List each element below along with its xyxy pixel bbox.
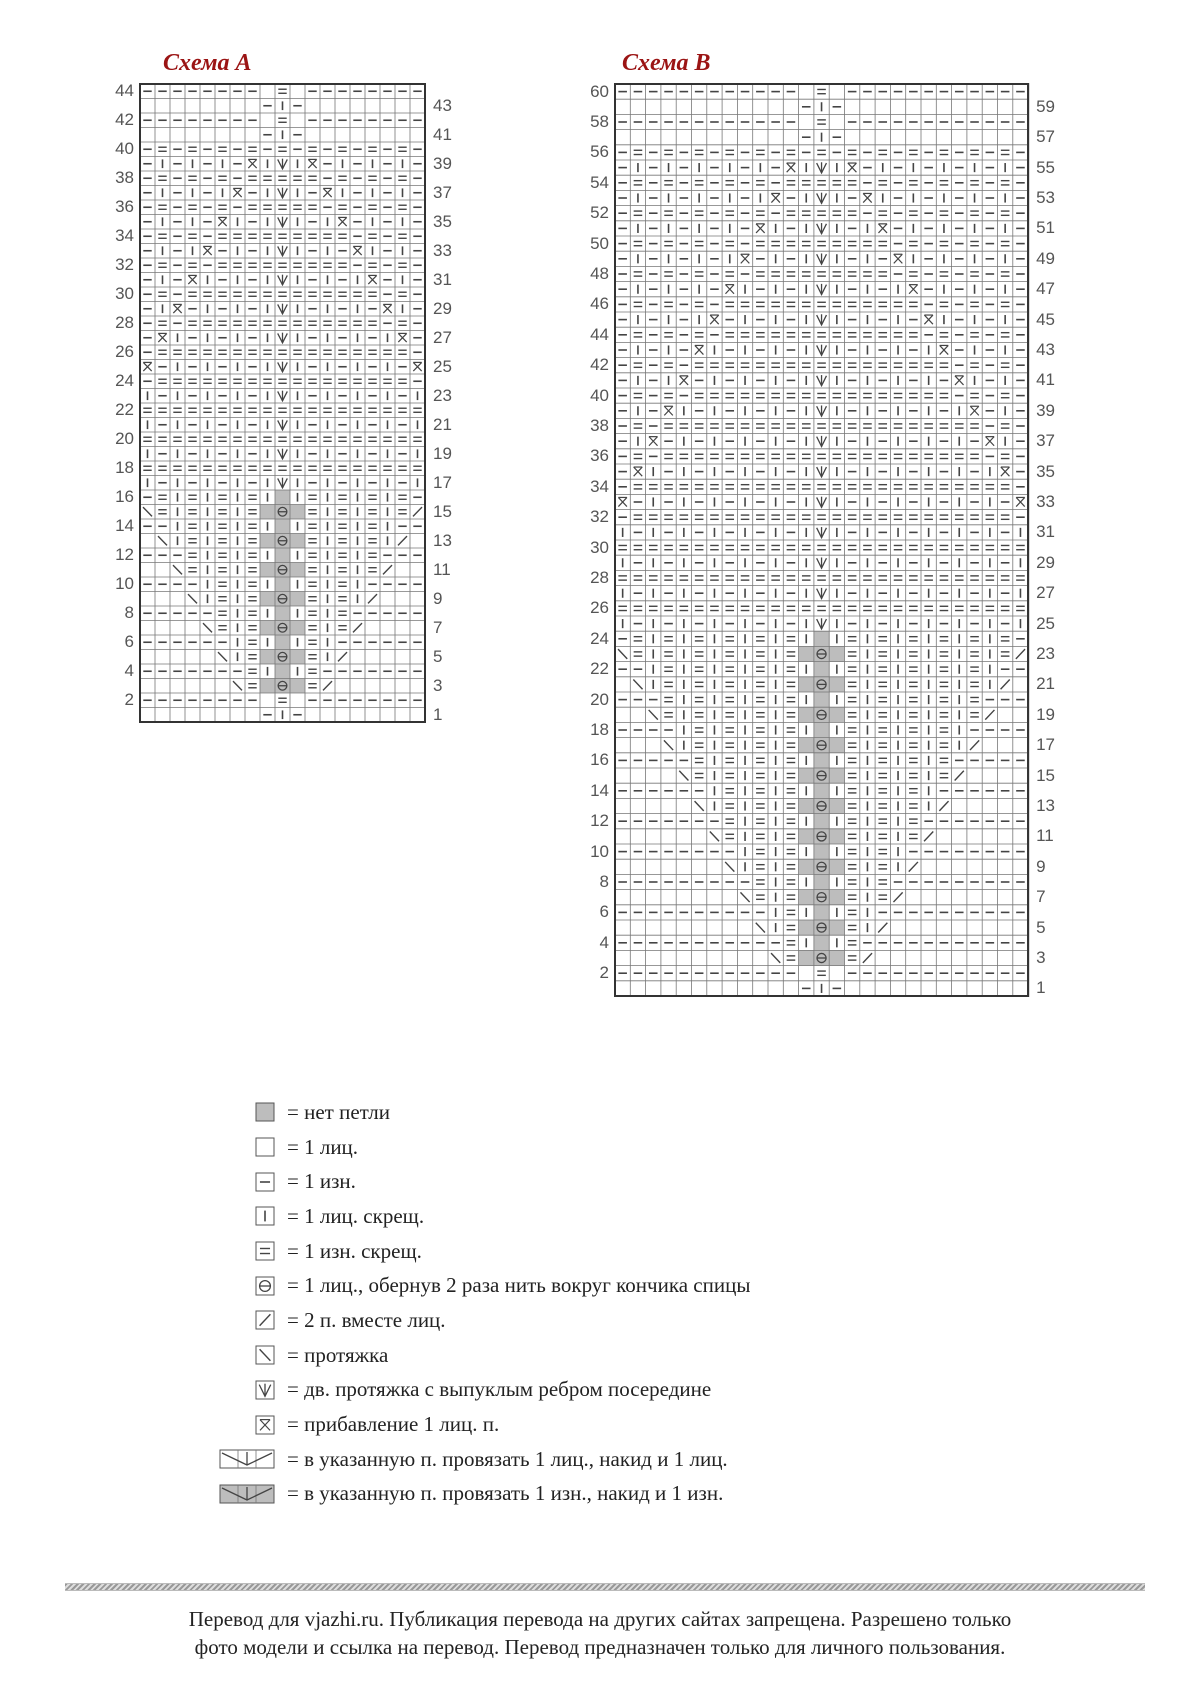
scheme-b-row-number-right: 57	[1036, 127, 1056, 147]
scheme-a-row-number-right: 15	[433, 501, 452, 521]
scheme-a-row-number-left: 14	[115, 516, 134, 536]
scheme-b-row-number-right: 13	[1036, 796, 1056, 815]
scheme-a-row-number-left: 20	[115, 429, 134, 449]
legend-text: = прибавление 1 лиц. п.	[287, 1412, 500, 1437]
scheme-b-row-number-right: 49	[1036, 248, 1056, 268]
knit-tbl-icon	[255, 1206, 275, 1226]
scheme-b-title: Схема В	[622, 50, 711, 76]
scheme-b-row-number-left: 52	[590, 203, 609, 223]
scheme-a-row-number-right: 5	[433, 646, 443, 666]
scheme-b-row-number-left: 60	[590, 81, 609, 101]
scheme-b-row-number-right: 23	[1036, 644, 1056, 663]
scheme-b-row-number-right: 55	[1036, 157, 1056, 177]
scheme-a-chart	[100, 81, 480, 804]
legend-text: = дв. протяжка с выпуклым ребром посередине	[287, 1377, 712, 1402]
legend	[195, 1095, 915, 1511]
scheme-b-row-number-right: 35	[1036, 461, 1056, 481]
scheme-b-row-number-right: 37	[1036, 431, 1056, 451]
scheme-a-row-number-left: 16	[115, 487, 134, 507]
scheme-b-row-number-right: 21	[1036, 674, 1056, 694]
scheme-a-row-number-left: 10	[115, 574, 134, 594]
footer	[60, 1605, 1140, 1661]
scheme-a-row-number-right: 33	[433, 240, 452, 260]
scheme-a-row-number-right: 31	[433, 269, 452, 289]
footer-line-1: Перевод для vjazhi.ru. Публикация перевода на других сайтах запрещена. Разрешено только	[188, 1607, 1012, 1631]
scheme-b-row-number-left: 14	[590, 780, 609, 800]
scheme-b-row-number-left: 48	[590, 264, 609, 283]
scheme-b-row-number-left: 40	[590, 385, 609, 405]
legend-item	[195, 1303, 915, 1338]
scheme-b-row-number-right: 39	[1036, 400, 1056, 420]
scheme-b-row-number-left: 56	[590, 142, 609, 162]
scheme-a-row-number-left: 36	[115, 197, 134, 217]
scheme-b-row-number-right: 59	[1036, 96, 1056, 116]
scheme-b-row-number-left: 8	[599, 872, 609, 891]
scheme-a-row-number-right: 17	[433, 472, 452, 492]
scheme-b-row-number-right: 41	[1036, 370, 1056, 390]
scheme-b-row-number-left: 6	[599, 902, 609, 922]
double-decrease-icon	[255, 1380, 275, 1400]
purl-icon	[255, 1172, 275, 1192]
scheme-b-row-number-right: 31	[1036, 522, 1056, 542]
purl-tbl-icon	[255, 1241, 275, 1261]
scheme-a-row-number-left: 30	[115, 284, 134, 304]
scheme-a-row-number-right: 3	[433, 675, 443, 695]
legend-item	[195, 1268, 915, 1303]
legend-text: = нет петли	[287, 1099, 391, 1124]
scheme-b-row-number-left: 10	[590, 841, 609, 861]
legend-text: = 1 изн. скрещ.	[287, 1238, 422, 1263]
no-stitch-icon	[255, 1102, 275, 1122]
scheme-b-row-number-right: 47	[1036, 279, 1056, 299]
scheme-b-row-number-right: 11	[1036, 826, 1054, 846]
scheme-b-row-number-left: 4	[599, 932, 609, 952]
legend-item	[195, 1095, 915, 1130]
scheme-b-chart	[575, 81, 1085, 1054]
scheme-b-row-number-left: 12	[590, 811, 609, 831]
scheme-a-row-number-left: 2	[124, 690, 134, 710]
scheme-b-row-number-left: 2	[599, 963, 609, 983]
scheme-a-row-number-left: 42	[115, 110, 134, 130]
knit-icon	[255, 1137, 275, 1157]
legend-text: = в указанную п. провязать 1 изн., накид и 1 изн.	[287, 1481, 724, 1506]
scheme-b-row-number-right: 1	[1036, 978, 1046, 998]
scheme-a-row-number-right: 41	[433, 124, 452, 144]
scheme-a-row-number-right: 27	[433, 327, 452, 347]
scheme-a-row-number-left: 12	[115, 545, 134, 565]
legend-item	[195, 1477, 915, 1512]
scheme-a-row-number-left: 32	[115, 255, 134, 275]
increase-icon	[255, 1415, 275, 1435]
scheme-b-row-number-right: 9	[1036, 856, 1046, 876]
legend-text: = 1 изн.	[287, 1169, 356, 1194]
wrap-twice-icon	[255, 1276, 275, 1296]
scheme-a-grid	[100, 81, 435, 726]
legend-text: = 2 п. вместе лиц.	[287, 1307, 446, 1332]
scheme-b-row-number-left: 28	[590, 568, 609, 587]
legend-item	[195, 1130, 915, 1165]
divider	[65, 1583, 1145, 1591]
scheme-a-row-number-right: 1	[433, 704, 443, 724]
scheme-a-row-number-right: 25	[433, 356, 452, 376]
scheme-b-row-number-left: 22	[590, 659, 609, 679]
scheme-b-row-number-right: 17	[1036, 735, 1056, 755]
scheme-b-row-number-left: 32	[590, 507, 609, 527]
legend-text: = в указанную п. провязать 1 лиц., накид и 1 лиц.	[287, 1446, 728, 1471]
scheme-a-row-number-right: 13	[433, 530, 452, 550]
scheme-b-row-number-left: 18	[590, 720, 609, 739]
scheme-a-row-number-right: 9	[433, 588, 443, 608]
scheme-a-row-number-right: 29	[433, 298, 452, 318]
scheme-a-row-number-left: 18	[115, 458, 134, 478]
scheme-b-row-number-left: 30	[590, 537, 609, 557]
scheme-b-row-number-right: 43	[1036, 340, 1056, 359]
scheme-b-row-number-left: 34	[590, 476, 609, 496]
legend-item	[195, 1407, 915, 1442]
scheme-b-row-number-right: 5	[1036, 917, 1046, 937]
ssk-icon	[255, 1345, 275, 1365]
scheme-b-row-number-right: 27	[1036, 583, 1056, 603]
scheme-a-row-number-right: 21	[433, 414, 452, 434]
scheme-b-row-number-left: 24	[590, 628, 609, 648]
scheme-b-row-number-left: 46	[590, 294, 609, 314]
scheme-a-row-number-left: 26	[115, 342, 134, 362]
scheme-a-row-number-right: 37	[433, 182, 452, 202]
scheme-b-row-number-right: 3	[1036, 948, 1046, 967]
scheme-b-row-number-left: 20	[590, 689, 609, 709]
scheme-a-row-number-right: 23	[433, 385, 452, 405]
legend-text: = 1 лиц.	[287, 1134, 359, 1159]
scheme-b-row-number-left: 54	[590, 172, 609, 192]
legend-item	[195, 1442, 915, 1477]
scheme-a-row-number-right: 7	[433, 617, 443, 637]
scheme-a-row-number-right: 19	[433, 443, 452, 463]
scheme-b-row-number-left: 50	[590, 233, 609, 253]
scheme-a-row-number-left: 8	[124, 603, 134, 623]
scheme-b-grid	[575, 81, 1038, 1000]
scheme-b-row-number-left: 38	[590, 416, 609, 435]
legend-text: = 1 лиц. скрещ.	[287, 1203, 425, 1228]
legend-item	[195, 1373, 915, 1408]
scheme-a-row-number-right: 11	[433, 559, 451, 579]
scheme-b-row-number-right: 45	[1036, 309, 1056, 329]
legend-text: = протяжка	[287, 1342, 389, 1367]
scheme-b-row-number-right: 15	[1036, 765, 1056, 785]
k-yo-k-icon	[219, 1449, 275, 1469]
scheme-b-row-number-right: 33	[1036, 492, 1056, 511]
scheme-b-row-number-left: 36	[590, 446, 609, 466]
legend-item	[195, 1234, 915, 1269]
scheme-b-row-number-right: 19	[1036, 704, 1056, 724]
scheme-a-title: Схема А	[163, 50, 252, 76]
legend-item	[195, 1199, 915, 1234]
legend-item	[195, 1338, 915, 1373]
scheme-b-row-number-right: 29	[1036, 552, 1056, 572]
scheme-a-row-number-left: 22	[115, 400, 134, 420]
scheme-b-row-number-right: 53	[1036, 188, 1056, 207]
scheme-a-row-number-right: 35	[433, 211, 452, 231]
legend-item	[195, 1164, 915, 1199]
scheme-a-row-number-left: 28	[115, 313, 134, 333]
scheme-a-row-number-left: 34	[115, 226, 134, 246]
scheme-a-row-number-left: 4	[124, 661, 134, 681]
scheme-b-row-number-left: 42	[590, 355, 609, 375]
scheme-a-row-number-left: 40	[115, 139, 134, 159]
scheme-a-row-number-left: 24	[115, 371, 134, 391]
scheme-a-row-number-left: 38	[115, 168, 134, 188]
scheme-a-row-number-left: 44	[115, 81, 134, 101]
scheme-b-row-number-left: 44	[590, 324, 609, 344]
scheme-b-row-number-left: 58	[590, 112, 609, 131]
scheme-b-row-number-left: 26	[590, 598, 609, 618]
legend-text: = 1 лиц., обернув 2 раза нить вокруг кончика спицы	[287, 1273, 751, 1298]
k2tog-icon	[255, 1310, 275, 1330]
scheme-b-row-number-left: 16	[590, 750, 609, 770]
scheme-b-row-number-right: 7	[1036, 887, 1046, 907]
scheme-b-row-number-right: 25	[1036, 613, 1056, 633]
scheme-b-row-number-right: 51	[1036, 218, 1056, 238]
scheme-a-row-number-right: 43	[433, 95, 452, 115]
scheme-a-row-number-left: 6	[124, 632, 134, 652]
footer-line-2: фото модели и ссылка на перевод. Перевод предназначен только для личного пользования.	[194, 1635, 1006, 1659]
scheme-a-row-number-right: 39	[433, 153, 452, 173]
p-yo-p-icon	[219, 1484, 275, 1504]
